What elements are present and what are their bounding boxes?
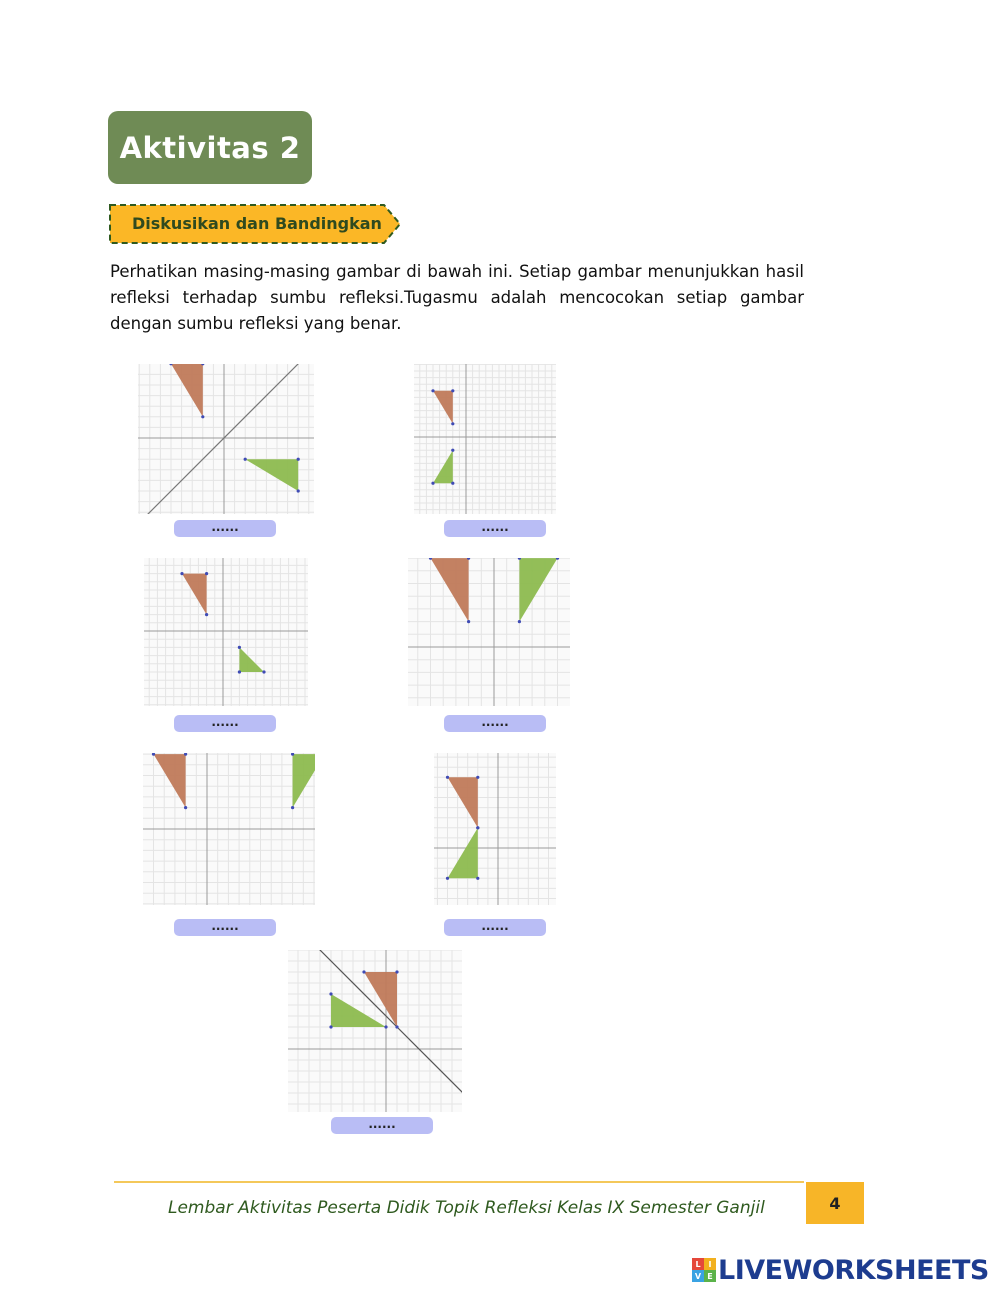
activity-title-box bbox=[108, 111, 312, 184]
reflected-triangle-vertex bbox=[476, 826, 479, 829]
page-number: 4 bbox=[806, 1182, 864, 1224]
answer-box-7[interactable]: ...... bbox=[331, 1117, 433, 1134]
original-triangle-vertex bbox=[180, 572, 183, 575]
original-triangle-vertex bbox=[362, 970, 365, 973]
reflected-triangle bbox=[519, 558, 557, 622]
original-triangle-vertex bbox=[184, 806, 187, 809]
footer-divider bbox=[114, 1181, 804, 1183]
original-triangle-vertex bbox=[451, 422, 454, 425]
answer-box-4[interactable]: ...... bbox=[444, 715, 546, 732]
instructions-text: Perhatikan masing-masing gambar di bawah ini. Setiap gambar menunjukkan hasil refleksi terhadap sumbu refleksi.Tugasmu adalah mencocokan setiap gambar dengan sumbu refleksi yang benar. bbox=[110, 262, 804, 333]
reflected-triangle bbox=[433, 450, 453, 483]
original-triangle-vertex bbox=[467, 620, 470, 623]
logo-text: LIVEWORKSHEETS bbox=[718, 1254, 989, 1286]
footer-text: Lembar Aktivitas Peserta Didik Topik Refleksi Kelas IX Semester Ganjil bbox=[168, 1198, 765, 1218]
reflected-triangle-vertex bbox=[476, 877, 479, 880]
logo-block-e: E bbox=[704, 1270, 716, 1282]
figure-6-graph bbox=[434, 753, 556, 905]
reflected-triangle-vertex bbox=[446, 877, 449, 880]
figure-7-graph bbox=[288, 950, 462, 1112]
reflected-triangle-vertex bbox=[297, 489, 300, 492]
reflected-triangle-vertex bbox=[451, 482, 454, 485]
reflected-triangle-vertex bbox=[329, 1025, 332, 1028]
figure-4-graph bbox=[408, 558, 570, 706]
reflected-triangle-vertex bbox=[384, 1025, 387, 1028]
figure-1-graph bbox=[138, 364, 314, 514]
original-triangle-vertex bbox=[395, 970, 398, 973]
original-triangle bbox=[182, 574, 207, 615]
reflected-triangle-vertex bbox=[431, 482, 434, 485]
figure-5-graph bbox=[143, 753, 315, 905]
original-triangle-vertex bbox=[395, 1025, 398, 1028]
original-triangle-vertex bbox=[451, 389, 454, 392]
activity-subtitle: Diskusikan dan Bandingkan bbox=[132, 214, 382, 233]
reflected-triangle-vertex bbox=[291, 806, 294, 809]
answer-box-3[interactable]: ...... bbox=[174, 715, 276, 732]
reflected-triangle-vertex bbox=[451, 449, 454, 452]
original-triangle-vertex bbox=[205, 572, 208, 575]
reflected-triangle-vertex bbox=[262, 670, 265, 673]
logo-block-l: L bbox=[692, 1258, 704, 1270]
figure-3-graph bbox=[144, 558, 308, 706]
original-triangle bbox=[433, 391, 453, 424]
reflected-triangle-vertex bbox=[238, 646, 241, 649]
original-triangle bbox=[154, 754, 186, 808]
reflected-triangle bbox=[239, 647, 264, 672]
activity-subtitle-badge bbox=[108, 203, 404, 245]
answer-box-2[interactable]: ...... bbox=[444, 520, 546, 537]
activity-title: Aktivitas 2 bbox=[119, 130, 301, 165]
logo-blocks-icon bbox=[692, 1258, 716, 1282]
figure-2-graph bbox=[414, 364, 556, 514]
original-triangle bbox=[171, 364, 203, 417]
reflected-triangle-vertex bbox=[518, 620, 521, 623]
original-triangle-vertex bbox=[205, 613, 208, 616]
reflected-triangle bbox=[448, 828, 478, 879]
reflected-triangle-vertex bbox=[238, 670, 241, 673]
answer-box-1[interactable]: ...... bbox=[174, 520, 276, 537]
logo-block-v: V bbox=[692, 1270, 704, 1282]
reflected-triangle bbox=[245, 459, 298, 491]
answer-box-6[interactable]: ...... bbox=[444, 919, 546, 936]
original-triangle-vertex bbox=[431, 389, 434, 392]
original-triangle-vertex bbox=[446, 776, 449, 779]
reflected-triangle-vertex bbox=[297, 458, 300, 461]
original-triangle bbox=[448, 777, 478, 828]
liveworksheets-logo bbox=[692, 1254, 989, 1286]
answer-box-5[interactable]: ...... bbox=[174, 919, 276, 936]
logo-block-i: I bbox=[704, 1258, 716, 1270]
original-triangle-vertex bbox=[476, 776, 479, 779]
reflected-triangle-vertex bbox=[244, 458, 247, 461]
original-triangle bbox=[431, 558, 469, 622]
reflected-triangle bbox=[331, 994, 386, 1027]
reflected-triangle-vertex bbox=[329, 992, 332, 995]
original-triangle-vertex bbox=[201, 415, 204, 418]
